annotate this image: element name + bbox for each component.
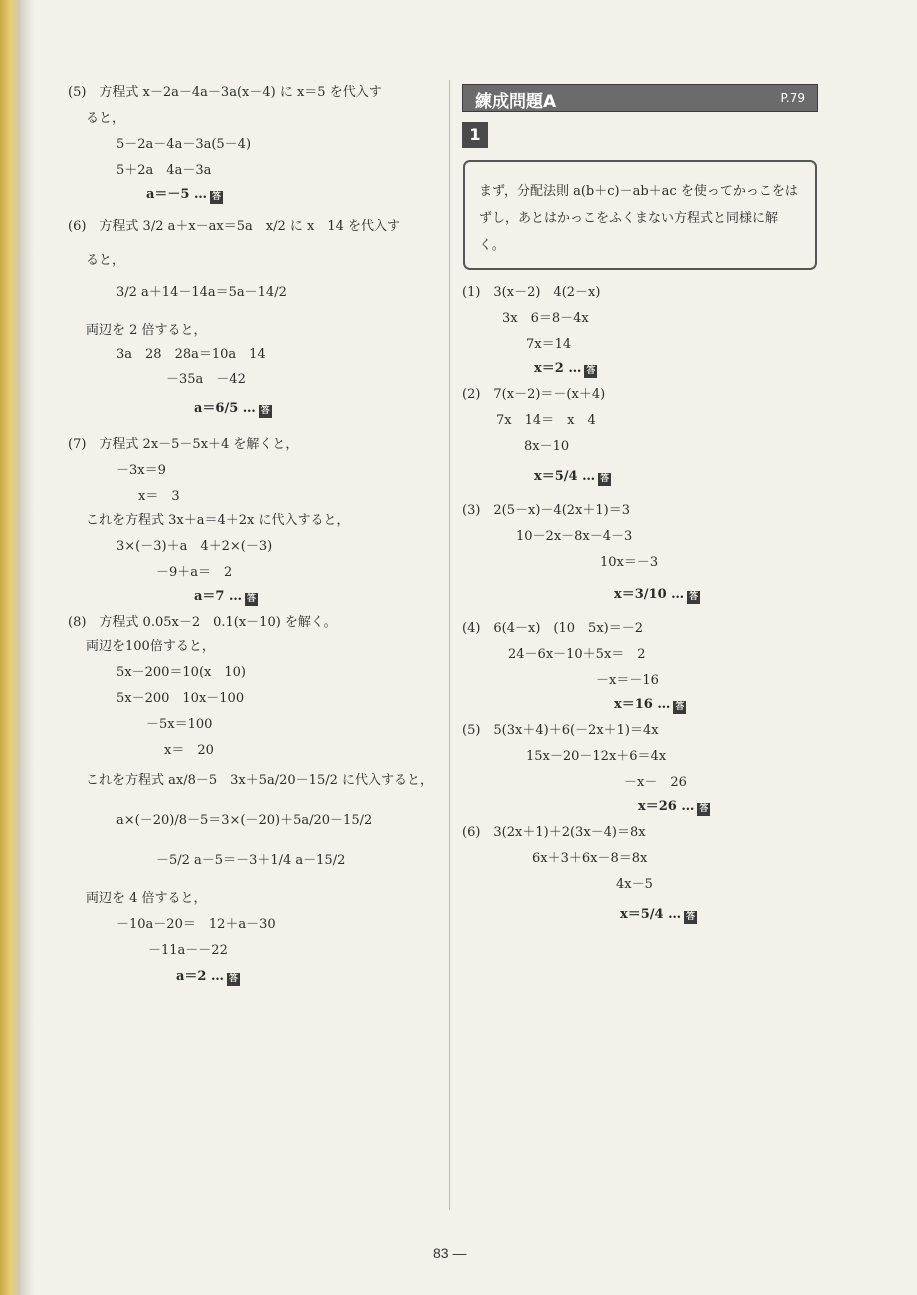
text-line: ると， — [86, 111, 126, 126]
answer-line — [620, 906, 697, 924]
answer-value: x＝5/4 — [620, 907, 664, 922]
text-line: 両辺を 2 倍すると， — [86, 323, 207, 338]
answer-mark-icon: 答 — [675, 702, 685, 712]
text-line: 5x－200＝10(x 10) — [116, 665, 246, 680]
text-line: 両辺を100倍すると， — [86, 639, 215, 654]
answer-prefix: … — [681, 799, 695, 814]
answer-prefix: … — [229, 589, 243, 604]
text-line: －9＋a＝ 2 — [156, 565, 233, 580]
answer-mark-icon: 答 — [699, 804, 709, 814]
text-line: 4x－5 — [616, 877, 653, 892]
answer-value: a＝2 — [176, 969, 207, 984]
text-line: 3x 6＝8－4x — [502, 311, 589, 326]
text-line: (8) 方程式 0.05x－2 0.1(x－10) を解く。 — [68, 615, 337, 630]
text-line: 24－6x－10＋5x＝ 2 — [508, 647, 646, 662]
text-line: 7x＝14 — [526, 337, 572, 352]
text-line: これを方程式 ax/8－5 3x＋5a/20－15/2 に代入すると， — [86, 773, 434, 788]
section-title: 練成問題A — [475, 92, 557, 112]
answer-mark-icon: 答 — [689, 592, 699, 602]
answer-line — [194, 588, 258, 606]
text-line: 3×(－3)＋a 4＋2×(－3) — [116, 539, 273, 554]
answer-line — [534, 468, 611, 486]
text-line: a×(－20)/8－5＝3×(－20)＋5a/20－15/2 — [116, 813, 373, 828]
answer-mark-icon: 答 — [247, 594, 257, 604]
text-line: 3/2 a＋14－14a＝5a－14/2 — [116, 285, 287, 300]
text-line: －5x＝100 — [146, 717, 213, 732]
answer-line — [534, 360, 597, 378]
answer-mark-icon: 答 — [586, 366, 596, 376]
answer-mark-icon: 答 — [600, 474, 610, 484]
answer-prefix: … — [194, 187, 208, 202]
text-line: 5x－200 10x－100 — [116, 691, 245, 706]
answer-value: x＝2 — [534, 361, 564, 376]
text-line: －3x＝9 — [116, 463, 166, 478]
spine-shadow — [20, 0, 34, 1295]
text-line: 両辺を 4 倍すると， — [86, 891, 207, 906]
hint-box — [463, 160, 817, 270]
text-line: －5/2 a－5＝－3＋1/4 a－15/2 — [156, 853, 346, 868]
text-line: 15x－20－12x＋6＝4x — [526, 749, 667, 764]
text-line: (6) 3(2x＋1)＋2(3x－4)＝8x — [462, 825, 646, 840]
answer-line — [638, 798, 710, 816]
answer-mark-icon: 答 — [686, 912, 696, 922]
text-line: －11a－－22 — [148, 943, 228, 958]
hint-text: まず，分配法則 a(b＋c)－ab＋ac を使ってかっこをはずし，あとはかっこをふくまない方程式と同様に解く。 — [479, 184, 798, 253]
answer-value: x＝26 — [638, 799, 677, 814]
answer-line — [146, 186, 223, 204]
answer-value: x＝3/10 — [614, 587, 667, 602]
text-line: 5＋2a 4a－3a — [116, 163, 212, 178]
text-line: 10－2x－8x－4－3 — [516, 529, 633, 544]
answer-value: a＝6/5 — [194, 401, 239, 416]
text-line: (2) 7(x－2)＝－(x＋4) — [462, 387, 606, 402]
text-line: (1) 3(x－2) 4(2－x) — [462, 285, 601, 300]
answer-prefix: … — [211, 969, 225, 984]
text-line: 6x＋3＋6x－8＝8x — [532, 851, 648, 866]
text-line: 3a 28 28a＝10a 14 — [116, 347, 266, 362]
answer-prefix: … — [671, 587, 685, 602]
answer-mark-icon: 答 — [229, 974, 239, 984]
answer-prefix: … — [582, 469, 596, 484]
text-line: (4) 6(4－x) (10 5x)＝－2 — [462, 621, 643, 636]
text-line: (5) 5(3x＋4)＋6(－2x＋1)＝4x — [462, 723, 659, 738]
answer-value: a＝－5 — [146, 187, 190, 202]
answer-line — [614, 586, 700, 604]
answer-prefix: … — [657, 697, 671, 712]
answer-value: x＝5/4 — [534, 469, 578, 484]
answer-mark-icon: 答 — [212, 192, 222, 202]
text-line: 8x－10 — [524, 439, 570, 454]
answer-prefix: … — [668, 907, 682, 922]
text-line: －x－ 26 — [624, 775, 687, 790]
answer-line — [194, 400, 272, 418]
text-line: －x＝－16 — [596, 673, 659, 688]
text-line: 5－2a－4a－3a(5－4) — [116, 137, 252, 152]
text-line: 7x 14＝ x 4 — [496, 413, 596, 428]
text-line: －10a－20＝ 12＋a－30 — [116, 917, 276, 932]
text-line: －35a －42 — [166, 372, 246, 387]
answer-line — [614, 696, 686, 714]
answer-prefix: … — [242, 401, 256, 416]
answer-prefix: … — [568, 361, 582, 376]
answer-value: a＝7 — [194, 589, 225, 604]
column-divider — [449, 80, 450, 1210]
answer-mark-icon: 答 — [260, 406, 270, 416]
text-line: (7) 方程式 2x－5－5x＋4 を解くと， — [68, 437, 299, 452]
text-line: (3) 2(5－x)－4(2x＋1)＝3 — [462, 503, 630, 518]
page-number: 83 — — [433, 1245, 467, 1261]
text-line: ると， — [86, 253, 126, 268]
text-line: (6) 方程式 3/2 a＋x－ax＝5a x/2 に x 14 を代入す — [68, 219, 401, 234]
section-page-ref: P.79 — [780, 91, 805, 105]
answer-value: x＝16 — [614, 697, 653, 712]
text-line: (5) 方程式 x－2a－4a－3a(x－4) に x＝5 を代入す — [68, 85, 382, 100]
answer-line — [176, 968, 240, 986]
problem-number: 1 — [462, 122, 488, 148]
book-spine — [0, 0, 20, 1295]
text-line: x＝ 3 — [138, 489, 180, 504]
text-line: これを方程式 3x＋a＝4＋2x に代入すると， — [86, 513, 350, 528]
text-line: x＝ 20 — [164, 743, 214, 758]
text-line: 10x＝－3 — [600, 555, 659, 570]
section-header — [462, 84, 818, 112]
